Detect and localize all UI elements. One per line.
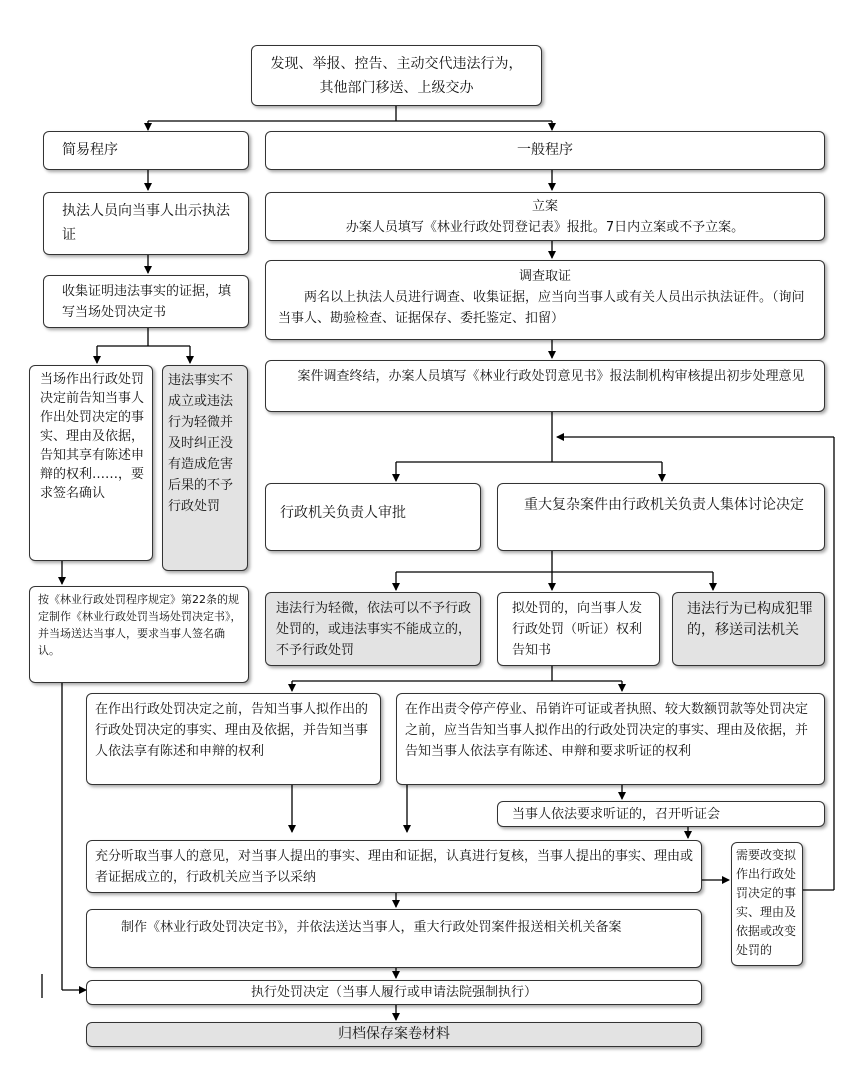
collect-evidence-box bbox=[43, 275, 249, 328]
filing-box bbox=[265, 192, 825, 241]
general-procedure-label: 一般程序 bbox=[517, 142, 573, 158]
execute-decision-box bbox=[86, 980, 702, 1005]
investigation-title: 调查取证 bbox=[518, 269, 571, 284]
general-procedure-header bbox=[265, 131, 825, 170]
no-penalty-general-box bbox=[265, 592, 481, 666]
collect-evidence-text: 收集证明违法事实的证据，填写当场处罚决定书 bbox=[62, 284, 232, 320]
onsite-decision-rule-text: 按《林业行政处罚程序规定》第22条的规定制作《林业行政处罚当场处罚决定书》，并当场送达当事人，要求当事人签名确认。 bbox=[38, 593, 242, 657]
no-penalty-simple-box bbox=[162, 365, 248, 571]
inform-hearing-rights-box bbox=[396, 693, 825, 785]
review-opinions-text: 充分听取当事人的意见，对当事人提出的事实、理由和证据，认真进行复核，当事人提出的事实、理由或者证据成立的，行政机关应当予以采纳 bbox=[95, 849, 694, 885]
collective-decision-box bbox=[497, 483, 825, 551]
hearing-box bbox=[497, 801, 825, 827]
start-text: 发现、举报、控告、主动交代违法行为，其他部门移送、上级交办 bbox=[270, 56, 523, 96]
filing-title: 立案 bbox=[531, 199, 558, 214]
collective-decision-text: 重大复杂案件由行政机关负责人集体讨论决定 bbox=[524, 497, 804, 513]
case-conclusion-text: 案件调查终结，办案人员填写《林业行政处罚意见书》报法制机构审核提出初步处理意见 bbox=[297, 369, 805, 384]
onsite-decision-rule-box bbox=[29, 586, 249, 683]
archive-box bbox=[86, 1022, 702, 1047]
change-decision-box bbox=[731, 842, 803, 966]
simple-procedure-header bbox=[43, 131, 249, 170]
penalty-notice-box bbox=[497, 592, 660, 666]
leader-approval-text: 行政机关负责人审批 bbox=[280, 505, 406, 521]
execute-decision-text: 执行处罚决定（当事人履行或申请法院强制执行） bbox=[250, 985, 537, 1000]
leader-approval-box bbox=[265, 483, 481, 551]
no-penalty-simple-text: 违法事实不成立或违法行为轻微并及时纠正没有造成危害后果的不予行政处罚 bbox=[168, 373, 234, 514]
onsite-notify-text: 当场作出行政处罚决定前告知当事人作出处罚决定的事实、理由及依据，告知其享有陈述申辩的权利……，要求签名确认 bbox=[40, 372, 145, 501]
inform-rights-text: 在作出行政处罚决定之前，告知当事人拟作出的行政处罚决定的事实、理由及依据，并告知当事人依法享有陈述和申辩的权利 bbox=[95, 702, 369, 759]
case-conclusion-box bbox=[265, 360, 825, 412]
review-opinions-box bbox=[86, 840, 702, 893]
show-credential-box bbox=[43, 192, 249, 255]
hearing-text: 当事人依法要求听证的，召开听证会 bbox=[512, 807, 721, 822]
decision-document-text: 制作《林业行政处罚决定书》，并依法送达当事人，重大行政处罚案件报送相关机关备案 bbox=[121, 920, 622, 935]
judicial-transfer-box bbox=[672, 592, 825, 666]
simple-procedure-label: 简易程序 bbox=[62, 142, 118, 158]
archive-text: 归档保存案卷材料 bbox=[338, 1026, 450, 1042]
inform-rights-box bbox=[86, 693, 381, 785]
no-penalty-general-text: 违法行为轻微，依法可以不予行政处罚的，或违法事实不能成立的，不予行政处罚 bbox=[276, 601, 472, 658]
start-box bbox=[251, 45, 542, 106]
decision-document-box bbox=[86, 909, 702, 968]
show-credential-text: 执法人员向当事人出示执法证 bbox=[62, 203, 230, 243]
onsite-notify-box bbox=[29, 365, 153, 561]
change-decision-text: 需要改变拟作出行政处罚决定的事实、理由及依据或改变处罚的 bbox=[736, 848, 797, 957]
inform-hearing-rights-text: 在作出责令停产停业、吊销许可证或者执照、较大数额罚款等处罚决定之前，应当告知当事人拟作出的行政处罚决定的事实、理由及依据，并告知当事人依法享有陈述、申辩和要求听证的权利 bbox=[405, 702, 809, 759]
filing-text: 办案人员填写《林业行政处罚登记表》报批。7日内立案或不予立案。 bbox=[345, 220, 745, 235]
investigation-box bbox=[265, 260, 825, 340]
penalty-notice-text: 拟处罚的，向当事人发行政处罚（听证）权利告知书 bbox=[512, 601, 643, 658]
investigation-text: 两名以上执法人员进行调查、收集证据，应当向当事人或有关人员出示执法证件。（询问当事人、勘验检查、证据保存、委托鉴定、扣留） bbox=[278, 290, 805, 326]
judicial-transfer-text: 违法行为已构成犯罪的，移送司法机关 bbox=[687, 601, 813, 638]
